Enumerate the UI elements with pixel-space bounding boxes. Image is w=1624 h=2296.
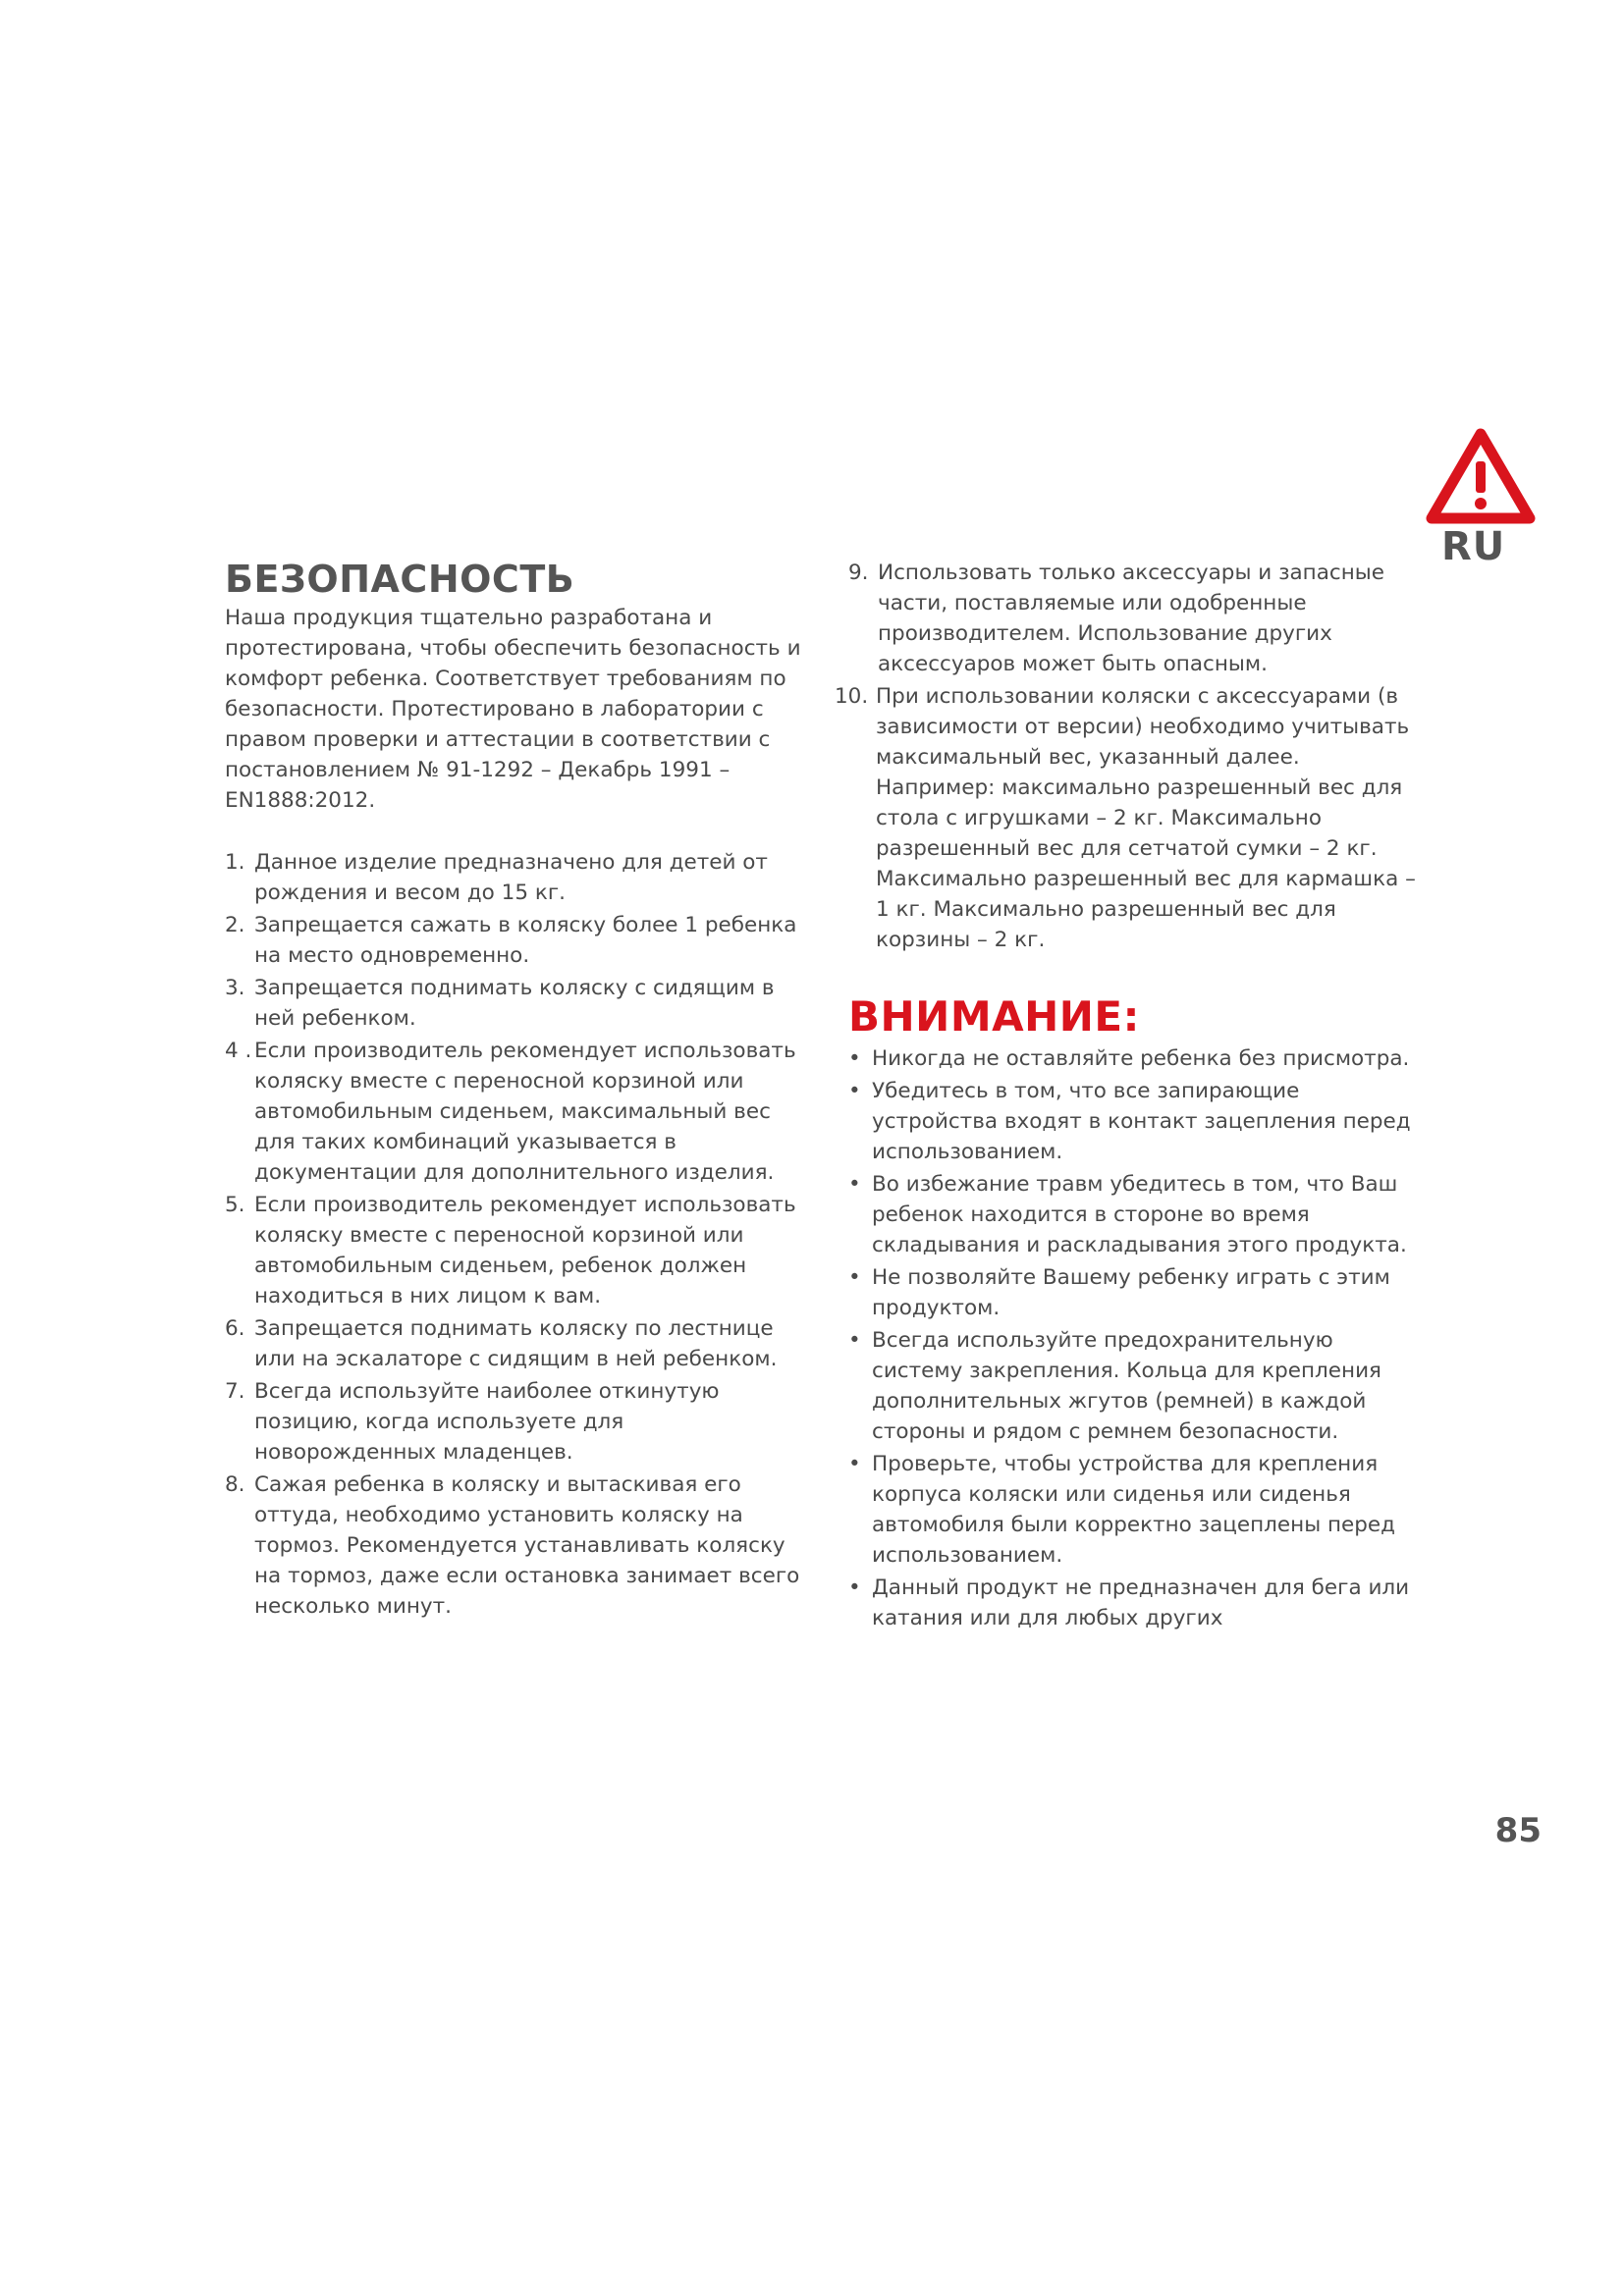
item-text: Использовать только аксессуары и запасные части, поставляемые или одобренные производителем. Использование других аксессуаров может быть опасным. — [878, 561, 1384, 676]
warning-text: Во избежание травм убедитесь в том, что Ваш ребенок находится в стороне во время складывания и раскладывания этого продукта. — [872, 1172, 1407, 1257]
warning-item — [848, 1573, 1418, 1633]
safety-item — [225, 1313, 804, 1374]
bullet-dot: • — [848, 1046, 861, 1071]
item-text: Запрещается поднимать коляску с сидящим в ней ребенком. — [254, 976, 775, 1031]
item-text: Данное изделие предназначено для детей от рождения и весом до 15 кг. — [254, 850, 768, 905]
safety-item — [225, 847, 804, 908]
warning-text: Проверьте, чтобы устройства для крепления корпуса коляски или сиденья или сиденья автомобиля были корректно зацеплены перед использованием. — [872, 1452, 1396, 1568]
item-text: Всегда используйте наиболее откинутую позицию, когда используете для новорожденных младенцев. — [254, 1379, 720, 1465]
item-text: При использовании коляски с аксессуарами (в зависимости от версии) необходимо учитывать максимальный вес, указанный далее. Например: максимально разрешенный вес для стола с игрушками – 2 кг. Максимально разрешенный вес для сетчатой сумки – 2 кг. Максимально разрешенный вес для кармашка – 1 кг. Максимально разрешенный вес для корзины – 2 кг. — [876, 684, 1416, 952]
warning-list — [848, 1043, 1418, 1633]
item-text: Запрещается поднимать коляску по лестнице или на эскалаторе с сидящим в ней ребенком. — [254, 1316, 778, 1371]
warning-item — [848, 1325, 1418, 1447]
safety-list — [225, 847, 804, 1622]
safety-item — [225, 973, 804, 1034]
warning-item — [848, 1076, 1418, 1167]
warning-triangle-icon — [1426, 428, 1536, 526]
safety-list-continued — [835, 558, 1418, 955]
item-number: 10. — [835, 684, 869, 709]
safety-item — [225, 1190, 804, 1311]
warning-text: Убедитесь в том, что все запирающие устройства входят в контакт зацепления перед использованием. — [872, 1079, 1411, 1164]
bullet-dot: • — [848, 1079, 861, 1103]
item-text: Запрещается сажать в коляску более 1 ребенка на место одновременно. — [254, 913, 797, 968]
item-number: 3. — [225, 976, 245, 1000]
item-number: 4 . — [225, 1039, 252, 1063]
warning-item — [848, 1169, 1418, 1260]
warning-item — [848, 1262, 1418, 1323]
item-number: 6. — [225, 1316, 245, 1341]
item-number: 7. — [225, 1379, 245, 1404]
safety-item — [225, 1036, 804, 1188]
warning-item — [848, 1043, 1418, 1074]
item-number: 1. — [225, 850, 245, 875]
warning-text: Данный продукт не предназначен для бега или катания или для любых других — [872, 1575, 1410, 1630]
item-number: 2. — [225, 913, 245, 937]
right-column — [835, 558, 1418, 1635]
warning-text: Никогда не оставляйте ребенка без присмотра. — [872, 1046, 1410, 1071]
warning-text: Всегда используйте предохранительную систему закрепления. Кольца для крепления дополнительных жгутов (ремней) в каждой стороны и рядом с ремнем безопасности. — [872, 1328, 1381, 1444]
left-column — [225, 558, 804, 1624]
safety-item — [835, 681, 1418, 955]
item-number: 9. — [848, 561, 869, 585]
warning-item — [848, 1449, 1418, 1571]
safety-item — [225, 1469, 804, 1622]
bullet-dot: • — [848, 1328, 861, 1353]
warning-title: ВНИМАНИЕ: — [848, 992, 1140, 1041]
bullet-dot: • — [848, 1452, 861, 1476]
safety-item — [225, 1376, 804, 1468]
page-number: 85 — [1494, 1811, 1542, 1850]
safety-intro: Наша продукция тщательно разработана и протестирована, чтобы обеспечить безопасность и комфорт ребенка. Соответствует требованиям по безопасности. Протестировано в лаборатории с правом проверки и аттестации в соответствии с постановлением № 91-1292 – Декабрь 1991 – EN1888:2012. — [225, 606, 801, 813]
item-text: Если производитель рекомендует использовать коляску вместе с переносной корзиной или автомобильным сиденьем, ребенок должен находиться в них лицом к вам. — [254, 1193, 796, 1308]
bullet-dot: • — [848, 1265, 861, 1290]
item-text: Сажая ребенка в коляску и вытаскивая его оттуда, необходимо установить коляску на тормоз. Рекомендуется устанавливать коляску на тормоз, даже если остановка занимает всего несколько минут. — [254, 1472, 800, 1619]
language-label: RU — [1441, 524, 1506, 569]
safety-item — [225, 910, 804, 971]
safety-title: БЕЗОПАСНОСТЬ — [225, 558, 575, 601]
warning-text: Не позволяйте Вашему ребенку играть с этим продуктом. — [872, 1265, 1390, 1320]
item-number: 8. — [225, 1472, 245, 1497]
item-text: Если производитель рекомендует использовать коляску вместе с переносной корзиной или автомобильным сиденьем, максимальный вес для таких комбинаций указывается в документации для дополнительного изделия. — [254, 1039, 796, 1185]
bullet-dot: • — [848, 1575, 861, 1600]
item-number: 5. — [225, 1193, 245, 1217]
bullet-dot: • — [848, 1172, 861, 1197]
safety-item — [848, 558, 1418, 679]
